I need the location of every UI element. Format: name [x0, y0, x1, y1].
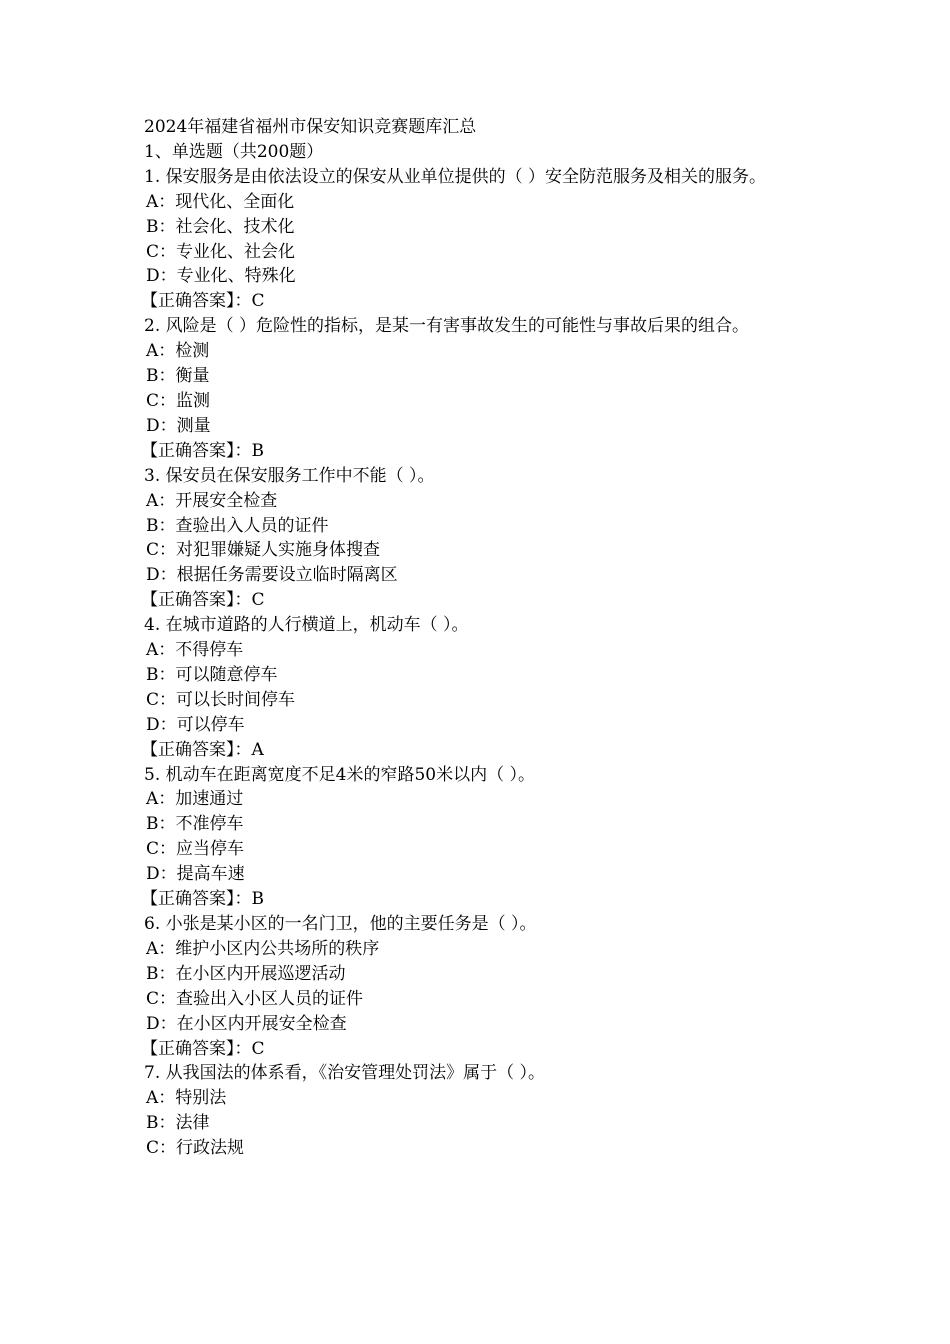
option-d: D：根据任务需要设立临时隔离区 — [146, 565, 398, 586]
answer-value: C — [251, 590, 265, 611]
option-b: B：查验出入人员的证件 — [146, 515, 329, 536]
option-a: A：开展安全检查 — [146, 490, 278, 511]
option-d: D：提高车速 — [146, 864, 245, 885]
option-d: D：测量 — [146, 415, 211, 436]
option-b: B：不准停车 — [146, 814, 244, 835]
option-a: A：检测 — [146, 341, 210, 362]
answer-label: 【正确答案】： — [141, 889, 252, 910]
option-a: A：加速通过 — [146, 789, 244, 810]
question-stem: 3. 保安员在保安服务工作中不能（ ）。 — [144, 465, 435, 486]
option-a: A：不得停车 — [146, 640, 244, 661]
correct-answer — [141, 887, 804, 912]
question-1 — [141, 165, 804, 314]
question-stem: 4. 在城市道路的人行横道上，机动车（ ）。 — [144, 615, 469, 636]
option-c: C：应当停车 — [146, 839, 245, 860]
option-c: C：查验出入小区人员的证件 — [146, 988, 364, 1009]
option-c: C：可以长时间停车 — [146, 689, 296, 710]
question-stem: 2. 风险是（ ）危险性的指标，是某一有害事故发生的可能性与事故后果的组合。 — [144, 316, 750, 337]
question-stem: 7. 从我国法的体系看，《治安管理处罚法》属于（ ）。 — [144, 1063, 546, 1084]
answer-value: C — [251, 291, 265, 312]
question-2 — [141, 314, 804, 463]
document-title: 2024年福建省福州市保安知识竞赛题库汇总 — [144, 117, 477, 137]
option-b: B：可以随意停车 — [146, 664, 278, 685]
correct-answer — [141, 738, 804, 763]
option-a: A：特别法 — [146, 1088, 227, 1109]
answer-value: A — [251, 739, 264, 760]
option-d: D：可以停车 — [146, 714, 245, 735]
answer-label: 【正确答案】： — [141, 590, 252, 611]
option-c: C：监测 — [146, 390, 211, 411]
answer-label: 【正确答案】： — [141, 739, 252, 760]
question-stem: 1. 保安服务是由依法设立的保安从业单位提供的（ ）安全防范服务及相关的服务。 — [144, 166, 767, 187]
option-b: B：法律 — [146, 1113, 210, 1134]
question-stem: 6. 小张是某小区的一名门卫，他的主要任务是（ ）。 — [144, 914, 537, 934]
section-heading: 1、单选题（共200题） — [144, 141, 324, 162]
question-3 — [141, 464, 804, 613]
option-d: D：专业化、特殊化 — [146, 266, 296, 287]
question-4 — [141, 613, 804, 762]
question-5 — [141, 763, 804, 912]
answer-value: C — [251, 1038, 265, 1059]
option-b: B：在小区内开展巡逻活动 — [146, 963, 346, 984]
correct-answer — [141, 439, 804, 464]
correct-answer — [141, 1037, 804, 1062]
document-page — [141, 115, 804, 1161]
answer-value: B — [251, 440, 264, 461]
option-c: C：专业化、社会化 — [146, 241, 296, 262]
answer-value: B — [251, 889, 264, 910]
question-7 — [144, 1061, 804, 1161]
answer-label: 【正确答案】： — [141, 291, 252, 312]
option-a: A：现代化、全面化 — [146, 191, 295, 212]
option-b: B：社会化、技术化 — [146, 216, 295, 237]
option-c: C：对犯罪嫌疑人实施身体搜查 — [146, 540, 381, 561]
option-d: D：在小区内开展安全检查 — [146, 1013, 347, 1034]
correct-answer — [141, 588, 804, 613]
option-a: A：维护小区内公共场所的秩序 — [146, 938, 380, 959]
option-c: C：行政法规 — [146, 1138, 245, 1159]
option-b: B：衡量 — [146, 366, 210, 387]
question-stem: 5. 机动车在距离宽度不足4米的窄路50米以内（ ）。 — [144, 764, 535, 785]
question-6 — [141, 912, 804, 1061]
answer-label: 【正确答案】： — [141, 440, 252, 461]
answer-label: 【正确答案】： — [141, 1038, 252, 1059]
correct-answer — [141, 289, 804, 314]
